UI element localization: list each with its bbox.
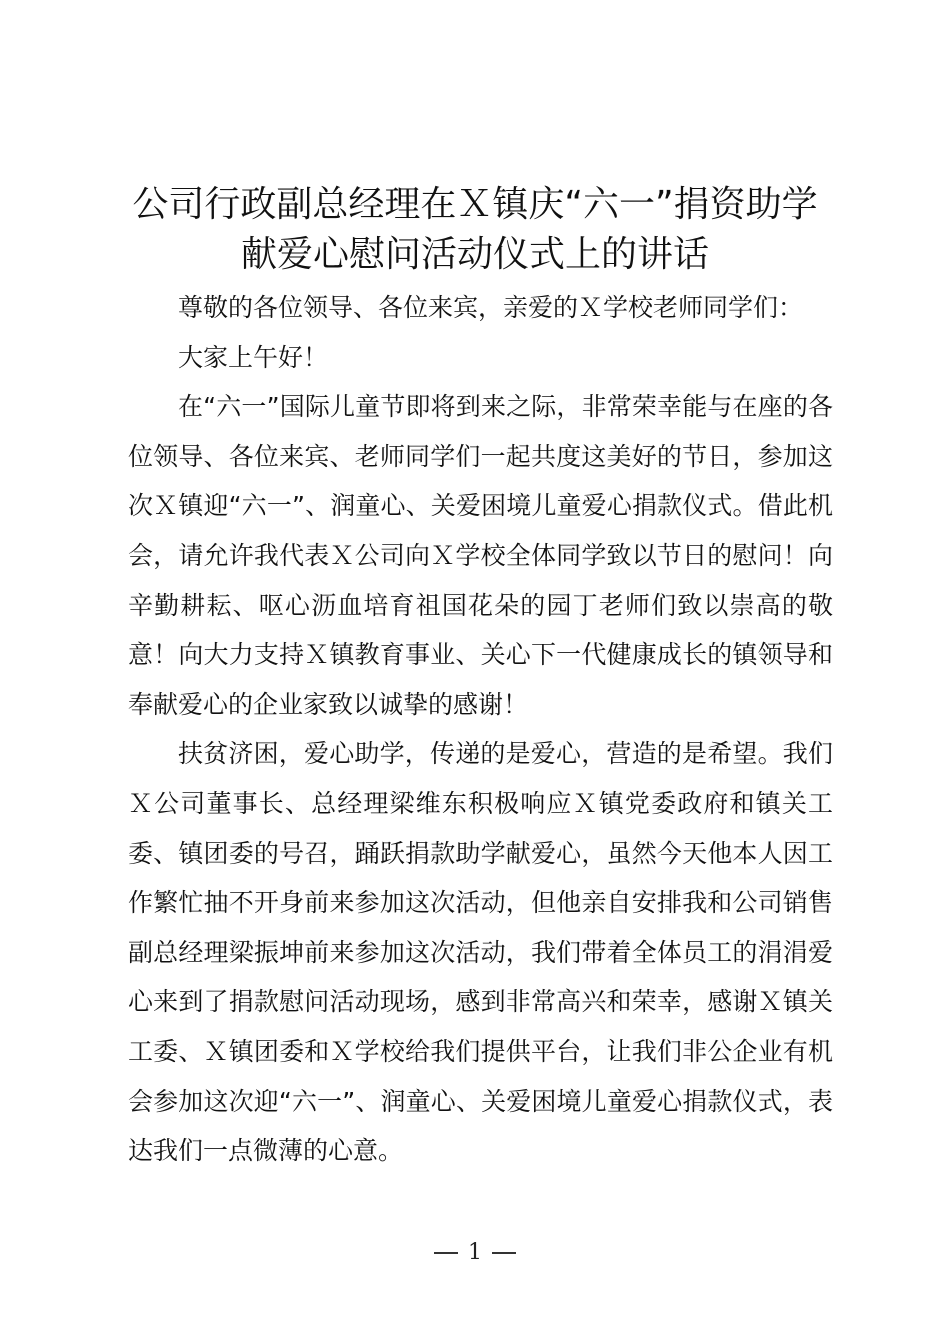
body-paragraph: 在“六一”国际儿童节即将到来之际，非常荣幸能与在座的各位领导、各位来宾、老师同学们一起共度这美好的节日，参加这次Ｘ镇迎“六一”、润童心、关爱困境儿童爱心捐款仪式。借此机会，请允许我代表Ｘ公司向Ｘ学校全体同学致以节日的慰问！向辛勤耕耘、呕心沥血培育祖国花朵的园丁老师们致以崇高的敬意！向大力支持Ｘ镇教育事业、关心下一代健康成长的镇领导和奉献爱心的企业家致以诚挚的感谢！ <box>128 392 833 719</box>
body-paragraph: 扶贫济困，爱心助学，传递的是爱心，营造的是希望。我们Ｘ公司董事长、总经理梁维东积极响应Ｘ镇党委政府和镇关工委、镇团委的号召，踊跃捐款助学献爱心，虽然今天他本人因工作繁忙抽不开身前来参加这次活动，但他亲自安排我和公司销售副总经理梁振坤前来参加这次活动，我们带着全体员工的涓涓爱心来到了捐款慰问活动现场，感到非常高兴和荣幸，感谢Ｘ镇关工委、Ｘ镇团委和Ｘ学校给我们提供平台，让我们非公企业有机会参加这次迎“六一”、润童心、关爱困境儿童爱心捐款仪式，表达我们一点微薄的心意。 <box>128 739 833 1166</box>
document-body <box>128 283 833 1176</box>
document-title <box>100 180 850 280</box>
footer-dash-left <box>434 1252 458 1254</box>
title-line-2: 献爱心慰问活动仪式上的讲话 <box>240 234 709 275</box>
greeting-paragraph: 大家上午好！ <box>178 342 329 372</box>
page-number: 1 <box>468 1240 482 1265</box>
page-footer <box>0 1240 950 1265</box>
title-line-1: 公司行政副总经理在Ｘ镇庆“六一”捐资助学 <box>132 184 818 225</box>
salutation-paragraph: 尊敬的各位领导、各位来宾，亲爱的Ｘ学校老师同学们： <box>178 293 804 322</box>
footer-dash-right <box>492 1252 516 1254</box>
